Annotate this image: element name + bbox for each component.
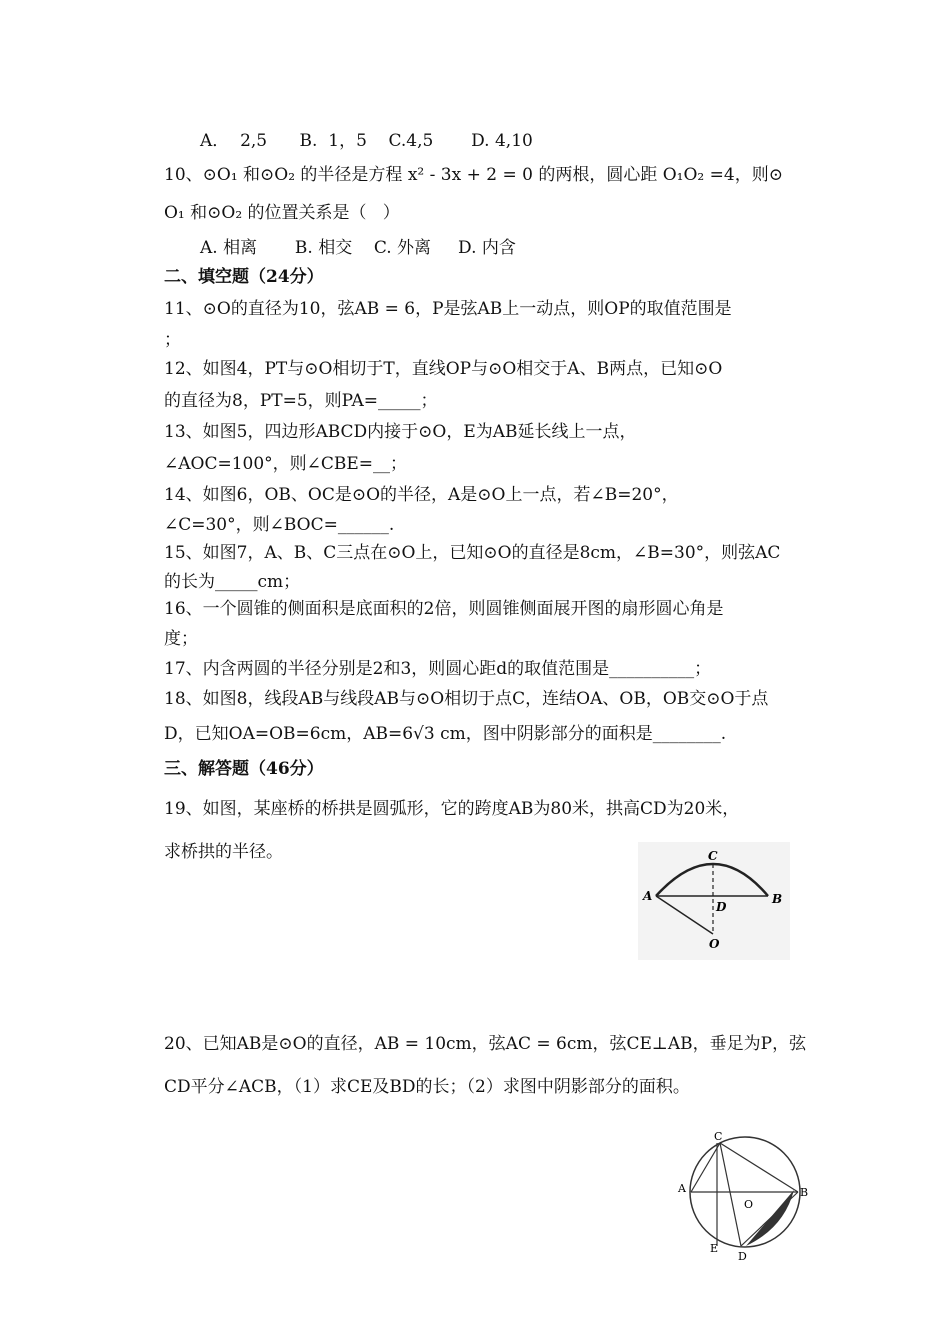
q14-line2: ∠C=30°，则∠BOC=______.: [164, 515, 395, 535]
q10-line1: 10、⊙O₁ 和⊙O₂ 的半径是方程 x² - 3x + 2 = 0 的两根，圆心距 O₁O₂ =4，则⊙: [164, 165, 783, 185]
q11-line2: ；: [164, 330, 181, 350]
q15-line2: 的长为_____cm；: [164, 572, 301, 592]
label-o: O: [709, 937, 720, 951]
chord-cd: [720, 1143, 741, 1246]
bridge-arch-figure: [638, 842, 790, 960]
label-b: B: [772, 892, 783, 906]
label-d: D: [716, 900, 727, 914]
q18-line2: D，已知OA=OB=6cm，AB=6√3 cm，图中阴影部分的面积是________.: [164, 724, 727, 744]
q11-line1: 11、⊙O的直径为10，弦AB = 6，P是弦AB上一动点，则OP的取值范围是: [164, 299, 732, 319]
q17: 17、内含两圆的半径分别是2和3，则圆心距d的取值范围是__________；: [164, 659, 712, 679]
section3-title: 三、解答题（46分）: [164, 759, 324, 779]
q19-line1: 19、如图，某座桥的桥拱是圆弧形，它的跨度AB为80米，拱高CD为20米，: [164, 799, 740, 819]
q13-line1: 13、如图5，四边形ABCD内接于⊙O，E为AB延长线上一点，: [164, 422, 637, 442]
q15-line1: 15、如图7，A、B、C三点在⊙O上，已知⊙O的直径是8cm，∠B=30°，则弦AC: [164, 543, 781, 563]
q20-line1: 20、已知AB是⊙O的直径，AB = 10cm，弦AC = 6cm，弦CE⊥AB，垂足为P，弦: [164, 1034, 807, 1054]
section2-title: 二、填空题（24分）: [164, 267, 324, 287]
q9-options: A． 2,5 B. 1，5 C.4,5 D. 4,10: [200, 131, 533, 151]
q14-line1: 14、如图6，OB、OC是⊙O的半径，A是⊙O上一点，若∠B=20°，: [164, 485, 679, 505]
q13-line2: ∠AOC=100°，则∠CBE=__；: [164, 454, 408, 474]
q10-line2: O₁ 和⊙O₂ 的位置关系是（ ）: [164, 203, 400, 223]
label-b: B: [800, 1186, 809, 1199]
q20-line2: CD平分∠ACB，（1）求CE及BD的长；（2）求图中阴影部分的面积。: [164, 1077, 690, 1097]
chord-cb: [720, 1143, 798, 1192]
q12-line1: 12、如图4，PT与⊙O相切于T，直线OP与⊙O相交于A、B两点，已知⊙O: [164, 359, 723, 379]
label-e: E: [710, 1242, 719, 1255]
q12-line2: 的直径为8，PT=5，则PA=_____；: [164, 391, 438, 411]
label-a: A: [678, 1182, 686, 1195]
circle-chords-figure: [672, 1128, 818, 1264]
q16-line1: 16、一个圆锥的侧面积是底面积的2倍，则圆锥侧面展开图的扇形圆心角是: [164, 599, 724, 619]
q10-options: A. 相离 B. 相交 C. 外离 D. 内含: [200, 238, 516, 258]
label-a: A: [643, 889, 653, 903]
label-c: C: [708, 849, 718, 863]
label-o: O: [744, 1198, 754, 1211]
label-d: D: [738, 1250, 747, 1263]
label-c: C: [714, 1130, 723, 1143]
q19-line2: 求桥拱的半径。: [164, 842, 283, 862]
q18-line1: 18、如图8，线段AB与线段AB与⊙O相切于点C，连结OA、OB，OB交⊙O于点: [164, 689, 769, 709]
q16-line2: 度；: [164, 629, 198, 649]
